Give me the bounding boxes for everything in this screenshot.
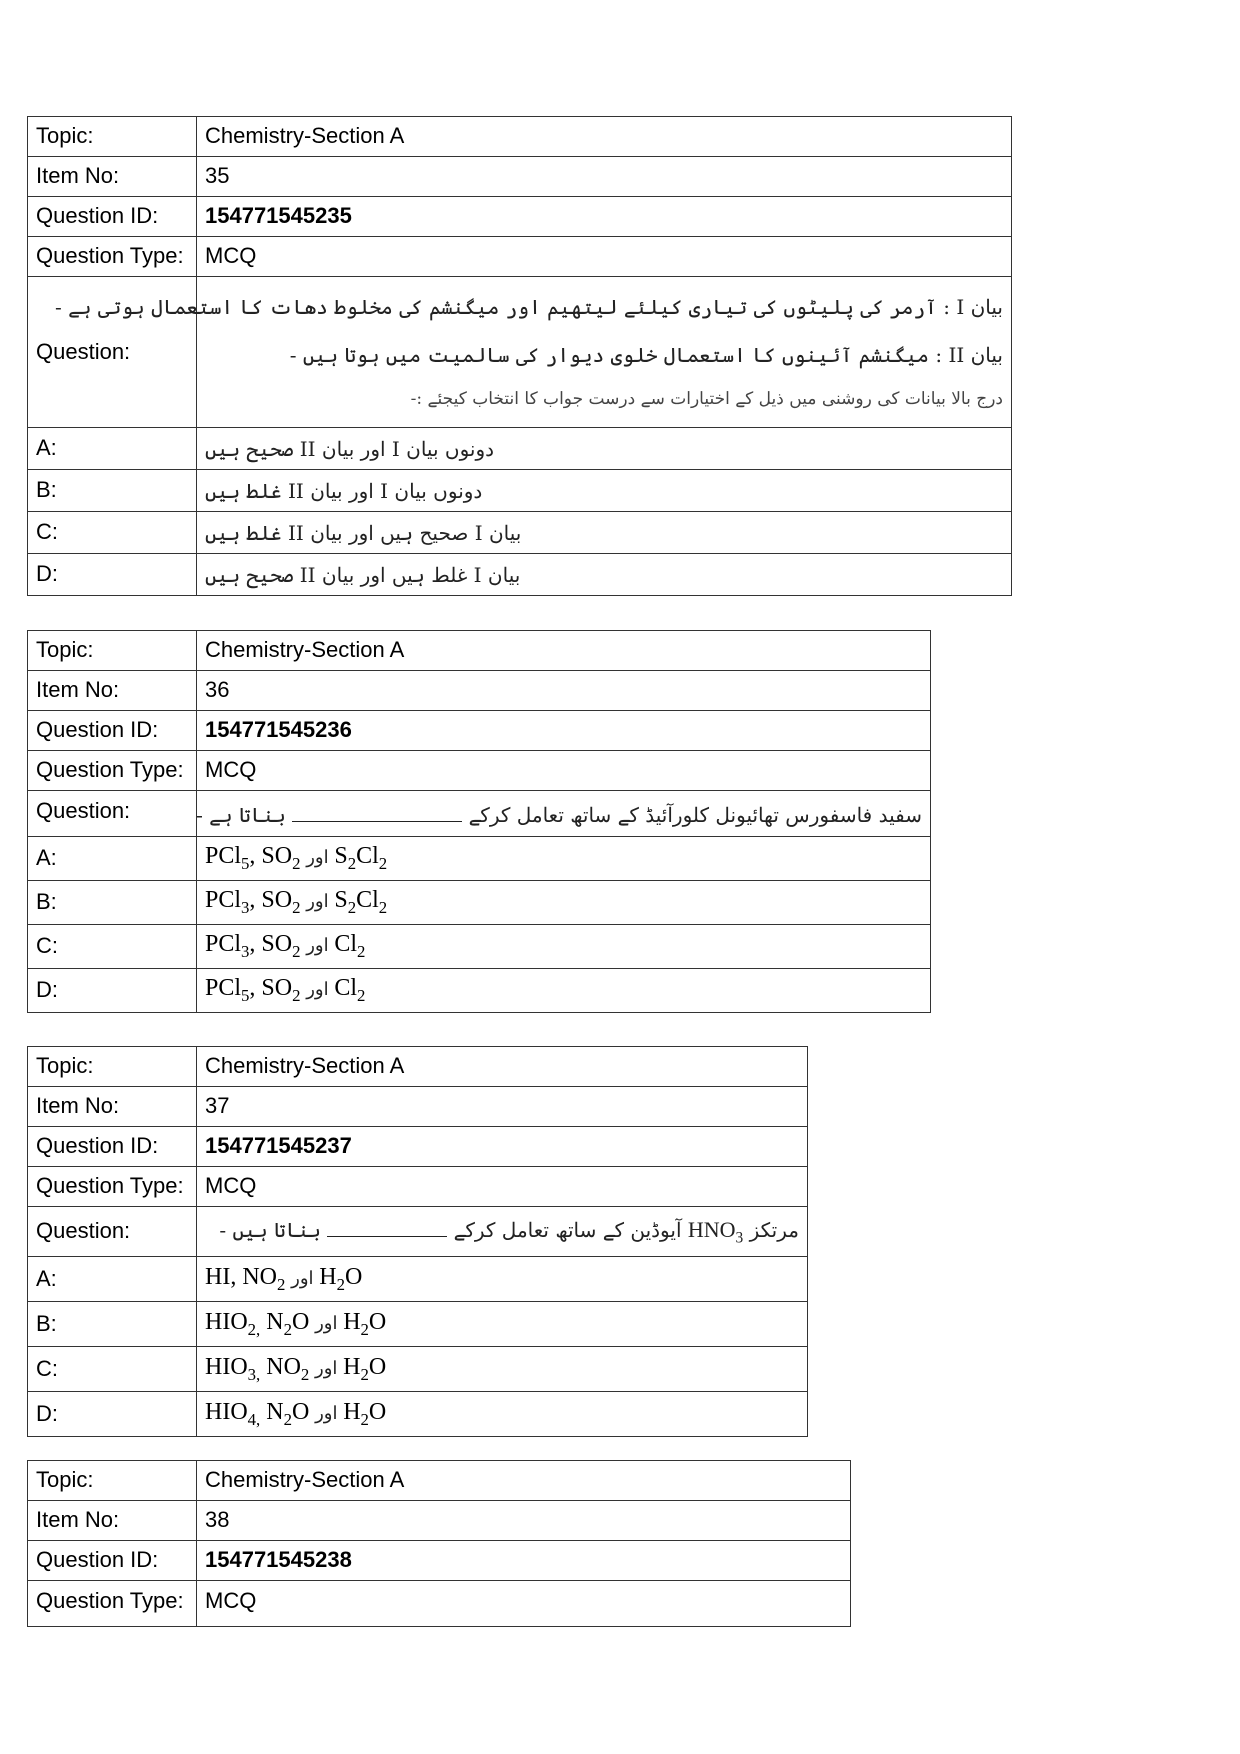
option-a-formula: PCl$_5$, $SO_2$ اور $S_2Cl_2$ — [205, 843, 388, 874]
item-no-label: Item No: — [28, 157, 197, 197]
question-label: Question: — [28, 791, 197, 837]
option-c-text: بیان I صحیح ہیں اور بیان II غلط ہیں — [205, 520, 522, 545]
question-table-37 — [27, 1046, 808, 1437]
topic-value: Chemistry-Section A — [197, 1461, 851, 1501]
question-label: Question: — [28, 1207, 197, 1257]
question-text — [197, 791, 931, 837]
question-text-prefix: مرتکز — [749, 1217, 799, 1242]
item-no-label: Item No: — [28, 671, 197, 711]
item-no-value: 37 — [197, 1087, 808, 1127]
topic-value: Chemistry-Section A — [197, 117, 1012, 157]
hno3-formula: $HNO_3$ — [687, 1216, 744, 1247]
option-a-label: A: — [28, 837, 197, 881]
instruction-line: درج بالا بیانات کی روشنی میں ذیل کے اختیارات سے درست جواب کا انتخاب کیجئے :- — [410, 388, 1003, 409]
topic-label: Topic: — [28, 1461, 197, 1501]
answer-blank — [292, 801, 462, 822]
question-label: Question: — [28, 277, 197, 428]
option-a-label: A: — [28, 1257, 197, 1302]
question-type-value: MCQ — [197, 751, 931, 791]
option-b-formula: $HIO_{2,}$ $N_2O$ اور $H_2O$ — [205, 1308, 387, 1339]
question-text-part-1: سفید فاسفورس تھائیونل کلورآئیڈ کے ساتھ تعامل کرکے — [468, 803, 922, 827]
question-38-clip — [0, 1460, 1240, 1626]
option-d-label: D: — [28, 969, 197, 1013]
topic-label: Topic: — [28, 1047, 197, 1087]
item-no-label: Item No: — [28, 1501, 197, 1541]
option-d-formula: $HIO_{4,}$ $N_2O$ اور $H_2O$ — [205, 1398, 387, 1429]
answer-blank — [327, 1216, 447, 1237]
topic-value: Chemistry-Section A — [197, 1047, 808, 1087]
question-id-label: Question ID: — [28, 1127, 197, 1167]
statement-2: بیان II : میگنشم آئینوں کا استعمال خلوی دیوار کی سالمیت میں ہوتا ہیں - — [289, 342, 1003, 367]
question-text-part-2: بناتا ہے - — [196, 803, 286, 827]
option-d-label: D: — [28, 1392, 197, 1437]
option-a-text: دونوں بیان I اور بیان II صحیح ہیں — [205, 436, 495, 461]
option-b-text: دونوں بیان I اور بیان II غلط ہیں — [205, 478, 483, 503]
item-no-value: 35 — [197, 157, 1012, 197]
option-c-label: C: — [28, 512, 197, 554]
option-b-label: B: — [28, 881, 197, 925]
question-id-value: 154771545235 — [197, 197, 1012, 237]
option-c-label: C: — [28, 1347, 197, 1392]
option-d-formula: PCl$_5$, $SO_2$ اور $Cl_2$ — [205, 975, 366, 1006]
question-type-label: Question Type: — [28, 751, 197, 791]
topic-value: Chemistry-Section A — [197, 631, 931, 671]
question-type-label: Question Type: — [28, 1581, 197, 1627]
option-c-formula: PCl$_3$, $SO_2$ اور $Cl_2$ — [205, 931, 366, 962]
statement-1: بیان I : آرمر کی پلیٹوں کی تیاری کیلئے لیتھیم اور میگنشم کی مخلوط دھات کا استعمال ہوتی ہے - — [54, 294, 1003, 319]
question-type-label: Question Type: — [28, 1167, 197, 1207]
option-b-label: B: — [28, 1302, 197, 1347]
question-type-label: Question Type: — [28, 237, 197, 277]
question-id-value: 154771545238 — [197, 1541, 851, 1581]
question-id-label: Question ID: — [28, 1541, 197, 1581]
item-no-value: 38 — [197, 1501, 851, 1541]
question-text — [197, 1207, 808, 1257]
option-b-formula: PCl$_3$, $SO_2$ اور $S_2Cl_2$ — [205, 887, 388, 918]
question-id-value: 154771545236 — [197, 711, 931, 751]
topic-label: Topic: — [28, 631, 197, 671]
question-id-value: 154771545237 — [197, 1127, 808, 1167]
question-type-value: MCQ — [197, 1167, 808, 1207]
question-table-35 — [27, 116, 1012, 596]
topic-label: Topic: — [28, 117, 197, 157]
option-d-label: D: — [28, 554, 197, 596]
question-type-value: MCQ — [197, 237, 1012, 277]
item-no-label: Item No: — [28, 1087, 197, 1127]
question-table-38 — [27, 1460, 851, 1627]
option-c-label: C: — [28, 925, 197, 969]
question-table-36 — [27, 630, 931, 1013]
question-text-part-1: آیوڈین کے ساتھ تعامل کرکے — [453, 1217, 682, 1242]
option-a-formula: HI, $NO_2$ اور $H_2O$ — [205, 1263, 363, 1294]
option-a-label: A: — [28, 428, 197, 470]
option-d-text: بیان I غلط ہیں اور بیان II صحیح ہیں — [205, 562, 521, 587]
question-id-label: Question ID: — [28, 711, 197, 751]
option-c-formula: $HIO_{3,}$ $NO_2$ اور $H_2O$ — [205, 1353, 387, 1384]
question-text-part-2: بناتا ہیں - — [219, 1217, 321, 1242]
question-id-label: Question ID: — [28, 197, 197, 237]
item-no-value: 36 — [197, 671, 931, 711]
option-b-label: B: — [28, 470, 197, 512]
question-type-value: MCQ — [197, 1581, 851, 1627]
